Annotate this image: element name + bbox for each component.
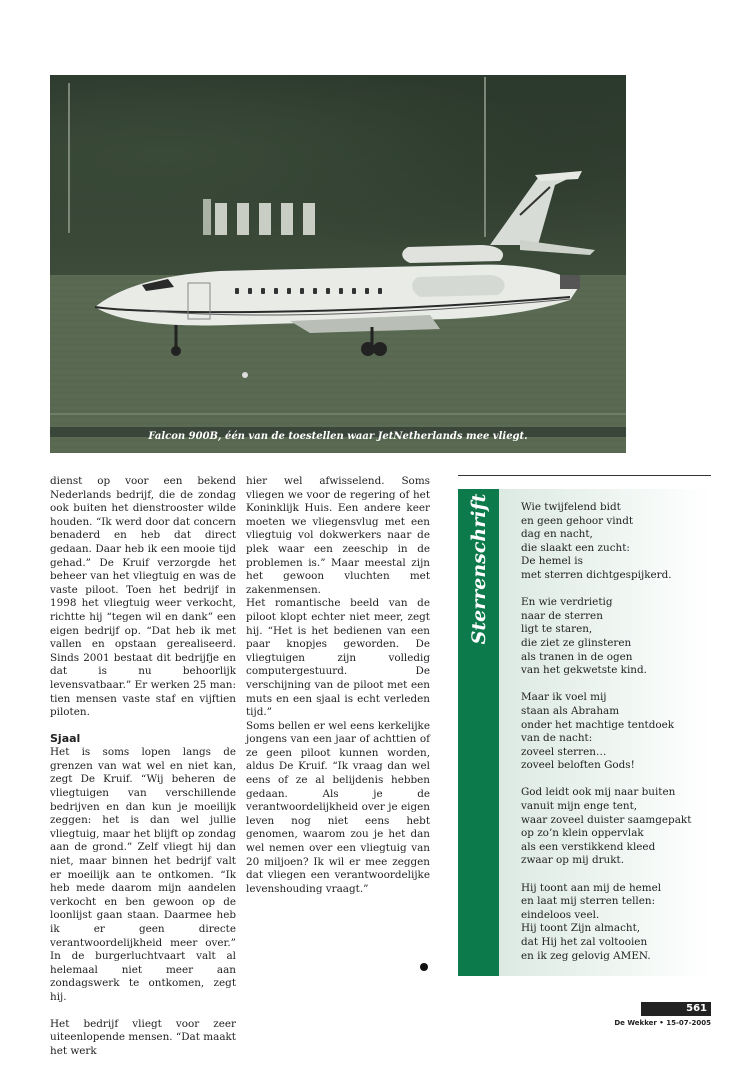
sidebar-title-bar [458,489,499,976]
poem-stanza: God leidt ook mij naar buiten vanuit mijn enge tent, waar zoveel duister saamgepakt op zo’n klein oppervlak als een verstikkend kleed zwaar op mij drukt. [521,786,692,867]
end-bullet-icon [420,963,428,971]
publication-footer: De Wekker • 15-07-2005 [614,1019,711,1027]
poem-stanza: Hij toont aan mij de hemel en laat mij sterren tellen: eindeloos veel. Hij toont Zijn almacht, dat Hij het zal voltooien en ik zeg gelovig AMEN. [521,881,662,962]
paragraph: Soms bellen er wel eens kerkelijke jongens van een jaar of achttien of ze geen piloot kunnen worden, aldus De Kruif. “Ik vraag dan wel eens of ze al belijdenis hebben gedaan. Als je de verantwoordelijkheid over je eigen leven nog niet eens hebt genomen, waarom zou je het dan wel nemen over een vliegtuig van 20 miljoen? Ik wil er mee zeggen dat vliegen een verantwoordelijke levenshouding vraagt.” [246,719,430,895]
sidebar-rule [458,475,711,476]
section-heading: Sjaal [50,731,81,745]
photo-caption: Falcon 900B, één van de toestellen waar JetNetherlands mee vliegt. [148,431,528,442]
sidebar-title: Sterrenschrift [467,493,490,645]
poem-stanza: En wie verdrietig naar de sterren ligt te staren, die ziet ze glinsteren als tranen in de ogen van het gekwetste kind. [521,596,647,677]
paragraph: Het romantische beeld van de piloot klopt echter niet meer, zegt hij. “Het is het bedienen van een paar knopjes geworden. De vliegtuigen zijn volledig computergestuurd. De verschijning van de piloot met een muts en een sjaal is echt verleden tijd.” [246,597,430,719]
paragraph: dienst op voor een bekend Nederlands bedrijf, die de zondag ook buiten het dienstrooster wilde houden. “Ik werd door dat concern benaderd en heb dat direct gedaan. Daar heb ik een mooie tijd gehad.” De Kruif verzorgde het beheer van het vliegtuig en was de vaste piloot. Toen het bedrijf in 1998 het vliegtuig weer verkocht, richtte hij “tegen wil en dank” een eigen bedrijf op. “Dat heb ik met vallen en opstaan gerealiseerd. Sinds 2001 bestaat dit bedrijfje en dat is nu behoorlijk levensvatbaar.” Er werken 25 man: tien mensen vaste staf en vijftien piloten. [50,475,236,719]
article-photo [50,75,626,453]
paragraph: Het is soms lopen langs de grenzen van wat wel en niet kan, zegt De Kruif. “Wij beheren de vliegtuigen van verschillende bedrijven en dan kun je moeilijk zeggen: het is dan wel jullie vliegtuig, maar het blijft op zondag aan de grond.” Zelf vliegt hij dan niet, maar binnen het bedrijf valt er moeilijk aan te ontkomen. “Ik heb mede daarom mijn aandelen verkocht en ben gewoon op de loonlijst gaan staan. Daarmee heb ik er geen directe verantwoordelijkheid meer over.” In de burgerluchtvaart valt al helemaal niet meer aan zondagswerk te ontkomen, zegt hij. [50,746,236,1003]
poem-sidebar [458,489,711,976]
article-column-2 [246,475,430,896]
poem-stanza: Maar ik voel mij staan als Abraham onder het machtige tentdoek van de nacht: zoveel sterren… zoveel beloften Gods! [521,691,675,772]
article-column-1 [50,475,236,1058]
paragraph: Het bedrijf vliegt voor zeer uiteenlopende mensen. “Dat maakt het werk [50,1017,236,1057]
falcon-jet-illustration [50,75,626,453]
poem-stanza: Wie twijfelend bidt en geen gehoor vindt dag en nacht, die slaakt een zucht: De hemel is met sterren dichtgespijkerd. [521,501,672,581]
page-number: 561 [641,1002,711,1016]
paragraph: hier wel afwisselend. Soms vliegen we voor de regering of het Koninklijk Huis. Een andere keer moeten we vliegensvlug met een vliegtuig vol dokwerkers naar de plek waar een zeeschip in de problemen is.” Maar meestal zijn het gewoon vluchten met zakenmensen. [246,475,430,596]
poem [521,501,706,977]
